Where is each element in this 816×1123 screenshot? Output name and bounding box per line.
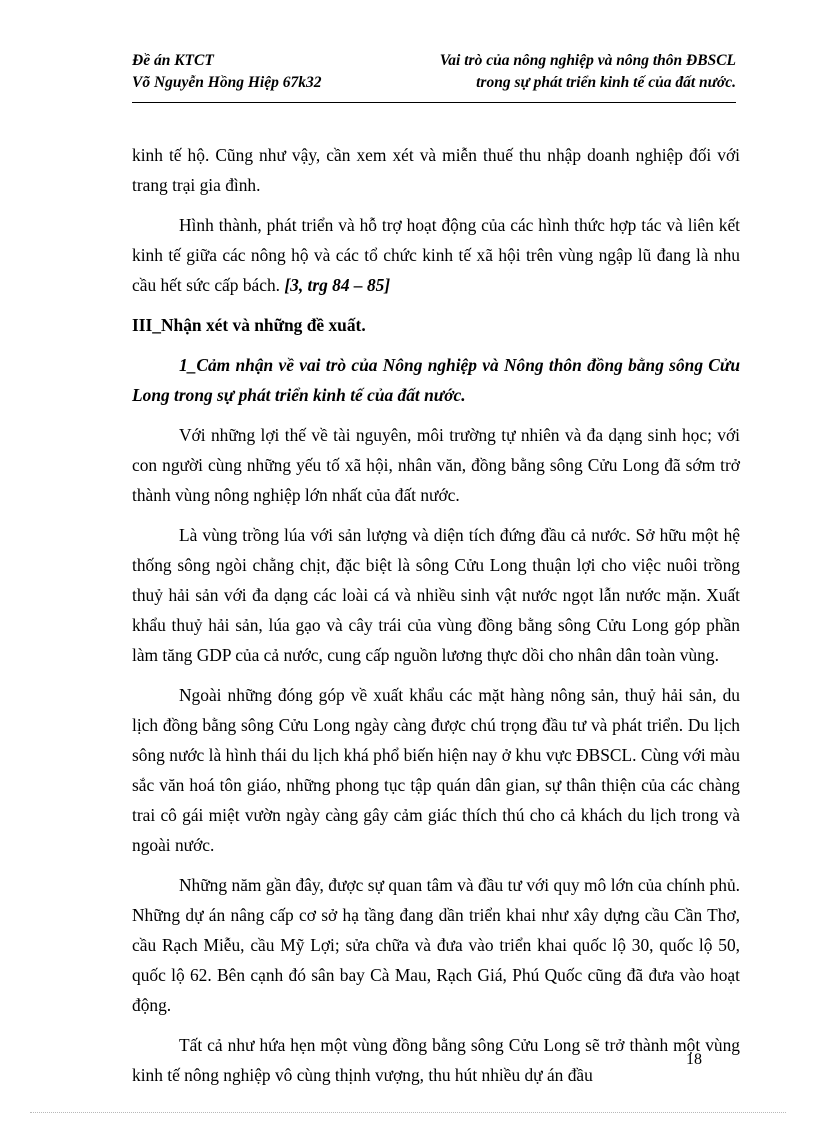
paragraph: Là vùng trồng lúa với sản lượng và diện tích đứng đầu cả nước. Sở hữu một hệ thống sông ngòi chằng chịt, đặc biệt là sông Cửu Long thuận lợi cho việc nuôi trồng thuỷ hải sản với đa dạng các loài cá và nhiều sinh vật nước ngọt lẫn nước mặn. Xuất khẩu thuỷ hải sản, lúa gạo và cây trái của vùng đồng bằng sông Cửu Long góp phần làm tăng GDP của cả nước, cung cấp nguồn lương thực dồi cho nhân dân toàn vùng. (132, 525, 740, 665)
page-header (132, 50, 736, 103)
header-right (440, 50, 736, 94)
paragraph: kinh tế hộ. Cũng như vậy, cần xem xét và miễn thuế thu nhập doanh nghiệp đối với trang trại gia đình. (132, 145, 740, 195)
header-topic-line1: Vai trò của nông nghiệp và nông thôn ĐBSCL (439, 52, 736, 69)
page-number: 18 (686, 1051, 702, 1068)
header-topic-line2: trong sự phát triển kinh tế của đất nước. (476, 74, 736, 91)
footer-divider (30, 1112, 786, 1113)
document-body (132, 140, 740, 1100)
citation: [3, trg 84 – 85] (284, 275, 391, 295)
paragraph: Ngoài những đóng góp về xuất khẩu các mặt hàng nông sản, thuỷ hải sản, du lịch đồng bằng sông Cửu Long ngày càng được chú trọng đầu tư và phát triển. Du lịch sông nước là hình thái du lịch khá phổ biến hiện nay ở khu vực ĐBSCL. Cùng với màu sắc văn hoá tôn giáo, những phong tục tập quán dân gian, sự thân thiện của các chàng trai cô gái miệt vườn ngày càng gây cảm giác thích thú cho cả khách du lịch trong và ngoài nước. (132, 685, 740, 855)
paragraph: Với những lợi thế về tài nguyên, môi trường tự nhiên và đa dạng sinh học; với con người cùng những yếu tố xã hội, nhân văn, đồng bằng sông Cửu Long đã sớm trở thành vùng nông nghiệp lớn nhất của đất nước. (132, 425, 740, 505)
section-heading: III_Nhận xét và những đề xuất. (132, 315, 366, 335)
paragraph (132, 210, 740, 300)
header-course-title: Đề án KTCT (132, 52, 214, 69)
paragraph: Những năm gần đây, được sự quan tâm và đầu tư với quy mô lớn của chính phủ. Những dự án nâng cấp cơ sở hạ tầng đang dần triển khai như xây dựng cầu Cần Thơ, cầu Rạch Miễu, cầu Mỹ Lợi; sửa chữa và đưa vào triển khai quốc lộ 30, quốc lộ 50, quốc lộ 62. Bên cạnh đó sân bay Cà Mau, Rạch Giá, Phú Quốc cũng đã đưa vào hoạt động. (132, 875, 740, 1015)
header-left (132, 50, 321, 94)
header-author: Võ Nguyễn Hồng Hiệp 67k32 (132, 74, 322, 91)
paragraph-text: Hình thành, phát triển và hỗ trợ hoạt động của các hình thức hợp tác và liên kết kinh tế giữa các nông hộ và các tổ chức kinh tế xã hội trên vùng ngập lũ đang là nhu cầu hết sức cấp bách. (132, 215, 740, 295)
paragraph: Tất cả như hứa hẹn một vùng đồng bằng sông Cửu Long sẽ trở thành một vùng kinh tế nông nghiệp vô cùng thịnh vượng, thu hút nhiều dự án đầu (132, 1035, 740, 1085)
subsection-heading: 1_Cảm nhận về vai trò của Nông nghiệp và Nông thôn đồng bằng sông Cửu Long trong sự phát triển kinh tế của đất nước. (132, 355, 740, 405)
